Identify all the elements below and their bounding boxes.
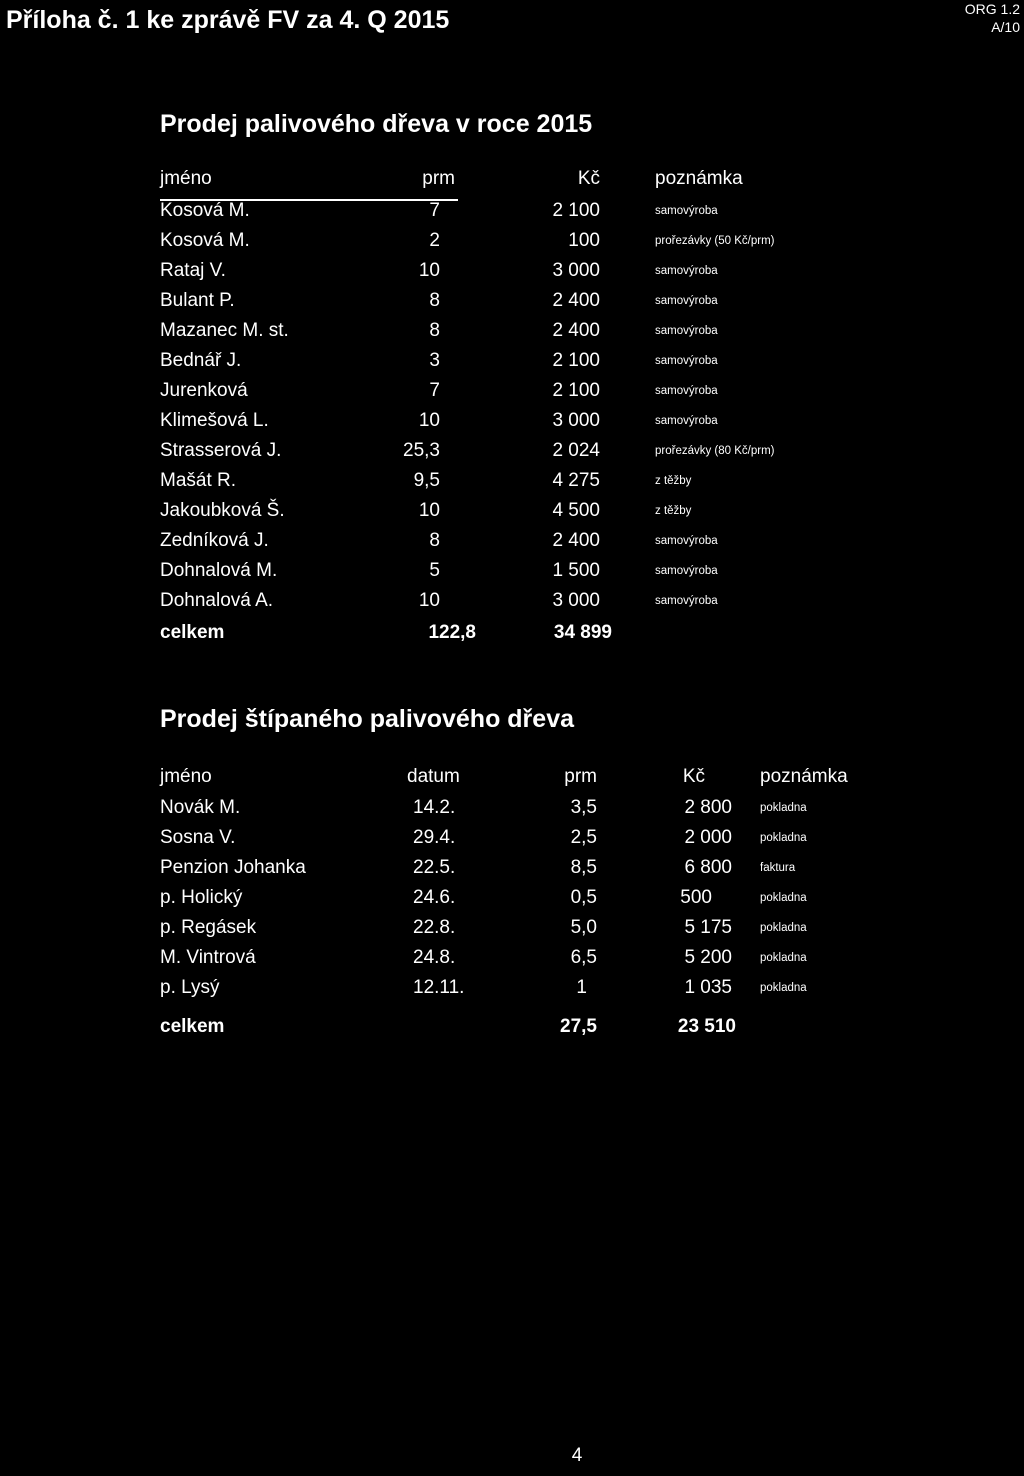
org-code-main: ORG 1.2	[964, 1, 1020, 17]
cell-kc: 2 100	[552, 350, 600, 371]
cell-prm: 9,5	[413, 470, 440, 491]
cell-kc: 2 100	[552, 380, 600, 401]
cell-kc: 100	[568, 230, 600, 251]
cell-kc: 2 400	[552, 290, 600, 311]
cell-prm: 6,5	[570, 947, 597, 968]
total-label: celkem	[160, 622, 225, 643]
cell-note: samovýroba	[655, 595, 718, 607]
cell-prm: 2,5	[570, 827, 597, 848]
total-label: celkem	[160, 1016, 225, 1037]
col-header-prm: prm	[564, 766, 597, 787]
cell-kc: 5 175	[684, 917, 732, 938]
cell-kc: 4 275	[552, 470, 600, 491]
total-row	[0, 622, 1024, 652]
cell-kc: 4 500	[552, 500, 600, 521]
cell-note: samovýroba	[655, 385, 718, 397]
cell-date: 24.6.	[413, 887, 456, 908]
col-header-prm: prm	[422, 168, 455, 189]
cell-name: p. Regásek	[160, 917, 257, 938]
total-kc: 23 510	[677, 1016, 736, 1037]
total-row	[0, 1016, 1024, 1046]
cell-name: Mašát R.	[160, 470, 237, 491]
cell-name: Sosna V.	[160, 827, 236, 848]
table-row	[0, 200, 1024, 230]
cell-prm: 8	[429, 290, 440, 311]
cell-prm: 7	[429, 200, 440, 221]
cell-kc: 1 500	[552, 560, 600, 581]
total-prm: 122,8	[428, 622, 476, 643]
table-row	[0, 410, 1024, 440]
table-header-row	[0, 766, 1024, 796]
cell-prm: 10	[418, 410, 440, 431]
cell-note: samovýroba	[655, 355, 718, 367]
cell-name: Dohnalová M.	[160, 560, 278, 581]
col-header-kc: Kč	[577, 168, 600, 189]
cell-name: Penzion Johanka	[160, 857, 306, 878]
page-number: 4	[571, 1445, 583, 1466]
cell-prm: 2	[429, 230, 440, 251]
cell-prm: 10	[418, 500, 440, 521]
col-header-date: datum	[407, 766, 460, 787]
cell-name: p. Holický	[160, 887, 243, 908]
cell-name: M. Vintrová	[160, 947, 256, 968]
col-header-note: poznámka	[760, 766, 848, 787]
cell-name: Bulant P.	[160, 290, 235, 311]
cell-note: samovýroba	[655, 535, 718, 547]
table-row	[0, 350, 1024, 380]
org-code-sub: A/10	[991, 19, 1020, 35]
cell-prm: 8,5	[570, 857, 597, 878]
cell-name: Dohnalová A.	[160, 590, 274, 611]
cell-prm: 10	[418, 590, 440, 611]
cell-prm: 3,5	[570, 797, 597, 818]
cell-name: Kosová M.	[160, 200, 250, 221]
cell-note: samovýroba	[655, 565, 718, 577]
table-row	[0, 947, 1024, 977]
cell-name: Mazanec M. st.	[160, 320, 289, 341]
table-row	[0, 470, 1024, 500]
cell-note: pokladna	[760, 952, 807, 964]
cell-date: 14.2.	[413, 797, 456, 818]
total-prm: 27,5	[560, 1016, 597, 1037]
cell-note: prořezávky (50 Kč/prm)	[655, 235, 775, 247]
cell-kc: 5 200	[684, 947, 732, 968]
cell-kc: 2 100	[552, 200, 600, 221]
cell-date: 29.4.	[413, 827, 456, 848]
cell-note: z těžby	[655, 475, 692, 487]
cell-note: samovýroba	[655, 295, 718, 307]
cell-kc: 2 400	[552, 530, 600, 551]
cell-name: Jakoubková Š.	[160, 500, 285, 521]
cell-name: Kosová M.	[160, 230, 250, 251]
col-header-name: jméno	[160, 168, 212, 189]
cell-note: pokladna	[760, 802, 807, 814]
cell-prm: 10	[418, 260, 440, 281]
cell-name: p. Lysý	[160, 977, 220, 998]
table-row	[0, 857, 1024, 887]
cell-prm: 0,5	[570, 887, 597, 908]
cell-prm: 25,3	[403, 440, 440, 461]
table-row	[0, 827, 1024, 857]
cell-date: 12.11.	[413, 977, 465, 998]
cell-prm: 8	[429, 320, 440, 341]
cell-note: pokladna	[760, 892, 807, 904]
cell-kc: 3 000	[552, 260, 600, 281]
table-row	[0, 290, 1024, 320]
cell-kc: 6 800	[684, 857, 732, 878]
section2-title: Prodej štípaného palivového dřeva	[160, 705, 575, 733]
cell-note: samovýroba	[655, 325, 718, 337]
table-row	[0, 797, 1024, 827]
col-header-name: jméno	[160, 766, 212, 787]
table-header-row	[0, 168, 1024, 198]
cell-note: z těžby	[655, 505, 692, 517]
cell-kc: 2 400	[552, 320, 600, 341]
table-row	[0, 320, 1024, 350]
cell-kc: 2 800	[684, 797, 732, 818]
cell-kc: 3 000	[552, 410, 600, 431]
table-row	[0, 260, 1024, 290]
cell-name: Rataj V.	[160, 260, 226, 281]
col-header-note: poznámka	[655, 168, 743, 189]
cell-name: Novák M.	[160, 797, 241, 818]
section1-title: Prodej palivového dřeva v roce 2015	[160, 110, 593, 138]
cell-note: pokladna	[760, 832, 807, 844]
cell-note: pokladna	[760, 982, 807, 994]
cell-prm: 3	[429, 350, 440, 371]
table-row	[0, 590, 1024, 620]
cell-prm: 5,0	[570, 917, 597, 938]
cell-name: Zedníková J.	[160, 530, 269, 551]
table-row	[0, 977, 1024, 1007]
cell-kc: 1 035	[684, 977, 732, 998]
table-row	[0, 560, 1024, 590]
table-row	[0, 500, 1024, 530]
table-row	[0, 440, 1024, 470]
cell-kc: 2 000	[684, 827, 732, 848]
cell-prm: 7	[429, 380, 440, 401]
total-kc: 34 899	[553, 622, 612, 643]
cell-note: pokladna	[760, 922, 807, 934]
document-header-title: Příloha č. 1 ke zprávě FV za 4. Q 2015	[6, 6, 450, 34]
cell-date: 24.8.	[413, 947, 456, 968]
table-row	[0, 380, 1024, 410]
cell-kc: 3 000	[552, 590, 600, 611]
cell-note: samovýroba	[655, 205, 718, 217]
cell-name: Klimešová L.	[160, 410, 269, 431]
cell-name: Jurenková	[160, 380, 248, 401]
table-row	[0, 230, 1024, 260]
org-code	[965, 0, 1020, 36]
cell-note: prořezávky (80 Kč/prm)	[655, 445, 775, 457]
cell-kc: 500	[680, 887, 712, 908]
cell-note: faktura	[760, 862, 796, 874]
table-row	[0, 530, 1024, 560]
cell-name: Strasserová J.	[160, 440, 282, 461]
cell-kc: 2 024	[552, 440, 600, 461]
cell-prm: 1	[576, 977, 587, 998]
cell-name: Bednář J.	[160, 350, 242, 371]
cell-note: samovýroba	[655, 415, 718, 427]
cell-prm: 5	[429, 560, 440, 581]
table-row	[0, 887, 1024, 917]
cell-prm: 8	[429, 530, 440, 551]
table-row	[0, 917, 1024, 947]
cell-date: 22.8.	[413, 917, 456, 938]
cell-note: samovýroba	[655, 265, 718, 277]
cell-date: 22.5.	[413, 857, 456, 878]
col-header-kc: Kč	[682, 766, 705, 787]
